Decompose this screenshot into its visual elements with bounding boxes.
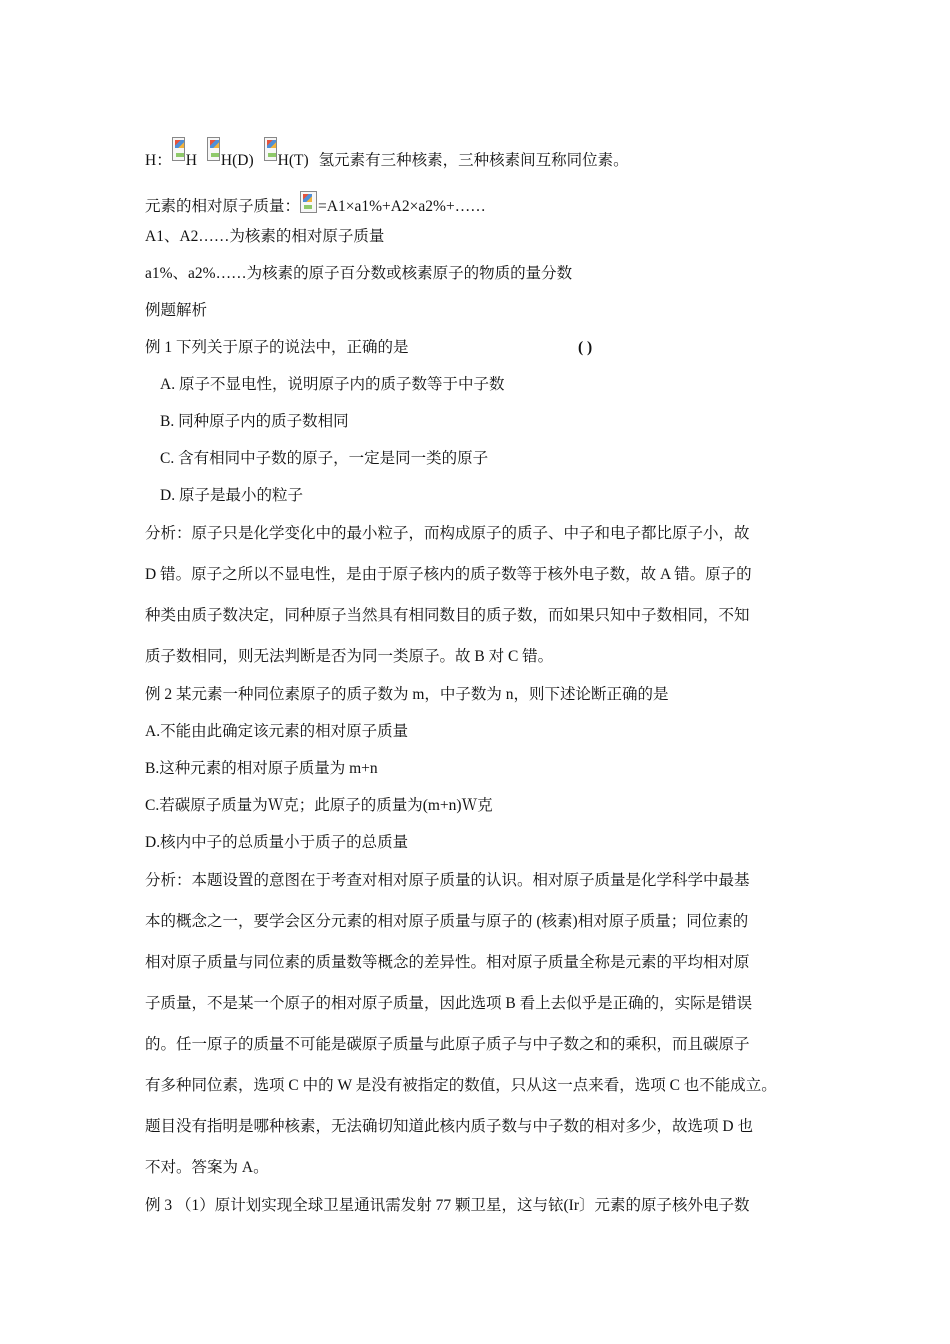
analysis-line: 本的概念之一，要学会区分元素的相对原子质量与原子的 (核素)相对原子质量；同位素的 bbox=[145, 913, 749, 930]
option-a: A.不能由此确定该元素的相对原子质量 bbox=[145, 723, 409, 740]
text-line: A1、A2……为核素的相对原子质量 bbox=[145, 228, 385, 245]
analysis-line: 质子数相同，则无法判断是否为同一类原子。故 B 对 C 错。 bbox=[145, 648, 554, 665]
formula-image-icon bbox=[300, 191, 317, 213]
answer-parentheses: ( ) bbox=[578, 339, 593, 356]
analysis-line: D 错。原子之所以不显电性，是由于原子核内的质子数等于核外电子数，故 A 错。原子的 bbox=[145, 566, 752, 583]
isotope-description: 氢元素有三种核素，三种核素间互称同位素。 bbox=[318, 152, 629, 169]
analysis-line: 不对。答案为 A。 bbox=[145, 1159, 269, 1176]
analysis-line: 种类由质子数决定，同种原子当然具有相同数目的质子数，而如果只知中子数相同，不知 bbox=[145, 607, 750, 624]
line-prefix: H： bbox=[145, 152, 172, 169]
question-text: 例 1 下列关于原子的说法中，正确的是 bbox=[145, 339, 409, 356]
example-1-question bbox=[145, 338, 765, 358]
analysis-line: 子质量，不是某一个原子的相对原子质量，因此选项 B 看上去似乎是正确的，实际是错误 bbox=[145, 995, 753, 1012]
isotope-notation-image-icon bbox=[207, 137, 220, 161]
isotope-d: H(D) bbox=[220, 152, 254, 169]
hydrogen-isotopes-line bbox=[145, 137, 629, 171]
option-b: B.这种元素的相对原子质量为 m+n bbox=[145, 760, 378, 777]
formula-text: =A1×a1%+A2×a2%+…… bbox=[318, 198, 486, 215]
formula-label: 元素的相对原子质量： bbox=[145, 198, 301, 215]
option-b: B. 同种原子内的质子数相同 bbox=[160, 413, 349, 430]
analysis-line: 分析：原子只是化学变化中的最小粒子，而构成原子的质子、中子和电子都比原子小，故 bbox=[145, 525, 750, 542]
option-a: A. 原子不显电性，说明原子内的质子数等于中子数 bbox=[160, 376, 505, 393]
section-heading: 例题解析 bbox=[145, 302, 208, 319]
isotope-t: H(T) bbox=[277, 152, 309, 169]
analysis-line: 题目没有指明是哪种核素，无法确切知道此核内质子数与中子数的相对多少，故选项 D 也 bbox=[145, 1118, 753, 1135]
option-c: C.若碳原子质量为Ｗ克；此原子的质量为(m+n)Ｗ克 bbox=[145, 797, 493, 814]
isotope-h: H bbox=[185, 152, 197, 169]
isotope-notation-image-icon bbox=[172, 137, 185, 161]
analysis-line: 分析：本题设置的意图在于考查对相对原子质量的认识。相对原子质量是化学科学中最基 bbox=[145, 872, 750, 889]
isotope-notation-image-icon bbox=[264, 137, 277, 161]
example-3-question: 例 3 （1）原计划实现全球卫星通讯需发射 77 颗卫星，这与铱(Ir〕元素的原子核外电子数 bbox=[145, 1197, 750, 1214]
text-line: a1%、a2%……为核素的原子百分数或核素原子的物质的量分数 bbox=[145, 265, 573, 282]
example-2-question: 例 2 某元素一种同位素原子的质子数为 m，中子数为 n，则下述论断正确的是 bbox=[145, 686, 669, 703]
option-d: D. 原子是最小的粒子 bbox=[160, 487, 303, 504]
analysis-line: 相对原子质量与同位素的质量数等概念的差异性。相对原子质量全称是元素的平均相对原 bbox=[145, 954, 750, 971]
option-d: D.核内中子的总质量小于质子的总质量 bbox=[145, 834, 409, 851]
relative-mass-formula-line bbox=[145, 191, 486, 217]
option-c: C. 含有相同中子数的原子，一定是同一类的原子 bbox=[160, 450, 489, 467]
analysis-line: 有多种同位素，选项 C 中的 W 是没有被指定的数值，只从这一点来看，选项 C 也不能成立。 bbox=[145, 1077, 777, 1094]
analysis-line: 的。任一原子的质量不可能是碳原子质量与此原子质子与中子数之和的乘积，而且碳原子 bbox=[145, 1036, 750, 1053]
